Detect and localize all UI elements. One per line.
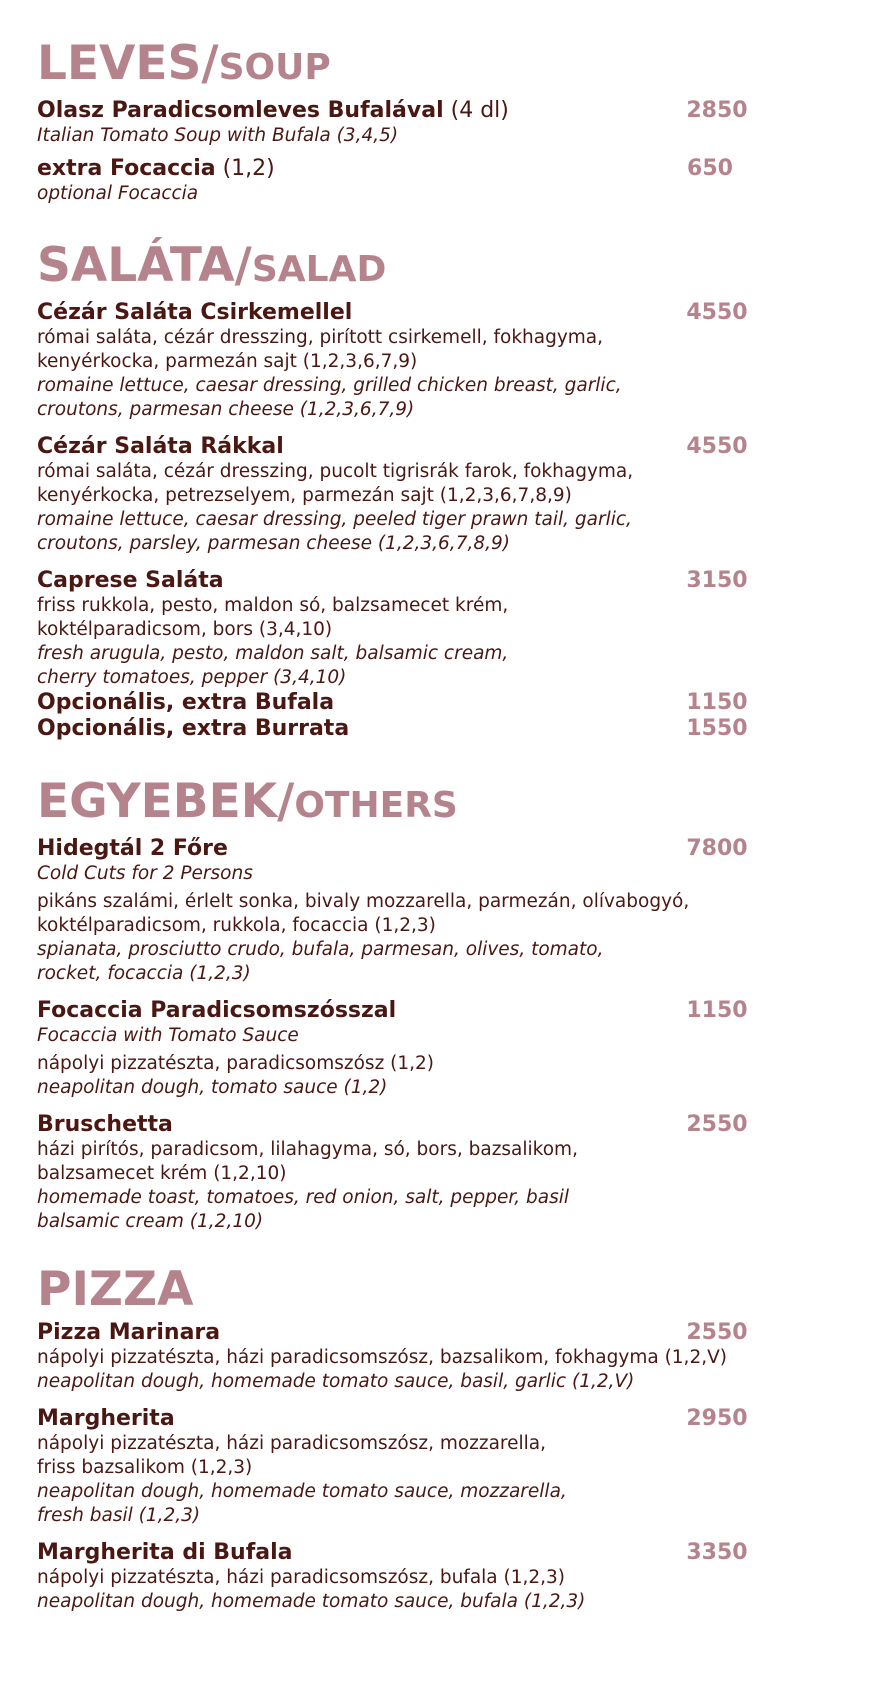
item-description-en: spianata, prosciutto crudo, bufala, parmesan, olives, tomato, [37, 939, 604, 960]
item-description-hu: balzsamecet krém (1,2,10) [37, 1163, 287, 1184]
item-description-en: neapolitan dough, tomato sauce (1,2) [37, 1077, 388, 1098]
section-title-salad [37, 240, 777, 296]
item-price: 4550 [686, 434, 748, 459]
item-description-en: optional Focaccia [37, 183, 199, 204]
section-title-en: SALAD [251, 249, 387, 290]
item-subtitle-en: Focaccia with Tomato Sauce [37, 1025, 299, 1046]
section-title-soup [37, 38, 777, 94]
item-description-en: balsamic cream (1,2,10) [37, 1211, 264, 1232]
item-price: 4550 [686, 300, 748, 325]
item-description-hu: koktélparadicsom, bors (3,4,10) [37, 619, 333, 640]
section-title-others [37, 776, 777, 832]
item-description-hu: nápolyi pizzatészta, paradicsomszósz (1,2) [37, 1053, 435, 1074]
salad-section [37, 240, 777, 742]
item-price: 2550 [686, 1112, 748, 1137]
item-description-hu: nápolyi pizzatészta, házi paradicsomszósz, bazsalikom, fokhagyma (1,2,V) [37, 1347, 727, 1368]
item-name: Opcionális, extra Bufala [37, 690, 335, 715]
menu-item [37, 300, 777, 422]
others-section [37, 776, 777, 1234]
item-description-hu: római saláta, cézár dresszing, pirított csirkemell, fokhagyma, [37, 327, 604, 348]
item-name: Hidegtál 2 Főre [37, 836, 228, 861]
section-title-hu: SALÁTA/ [37, 238, 252, 293]
item-name: Cézár Saláta Csirkemellel [37, 300, 353, 325]
item-description-hu: kenyérkocka, petrezselyem, parmezán sajt (1,2,3,6,7,8,9) [37, 485, 572, 506]
item-description-hu: friss rukkola, pesto, maldon só, balzsamecet krém, [37, 595, 509, 616]
item-description-en: croutons, parmesan cheese (1,2,3,6,7,9) [37, 399, 415, 420]
menu-item [37, 1320, 777, 1394]
item-description-en: romaine lettuce, caesar dressing, grilled chicken breast, garlic, [37, 375, 622, 396]
item-description-en: fresh basil (1,2,3) [37, 1505, 201, 1526]
item-price: 1550 [686, 716, 748, 741]
pizza-section [37, 1264, 777, 1614]
item-description-en: cherry tomatoes, pepper (3,4,10) [37, 667, 347, 688]
item-name: Focaccia Paradicsomszósszal [37, 998, 397, 1023]
item-price: 650 [687, 156, 733, 181]
item-name: Margherita di Bufala [37, 1540, 293, 1565]
section-title-hu: EGYEBEK/ [37, 774, 295, 829]
section-title-hu: LEVES/ [37, 36, 219, 91]
item-price: 1150 [686, 690, 748, 715]
menu-item [37, 998, 777, 1100]
menu-item [37, 98, 777, 148]
soup-section [37, 38, 777, 206]
item-price: 3150 [686, 568, 748, 593]
item-price: 2550 [686, 1320, 748, 1345]
item-price: 2850 [686, 98, 748, 123]
item-name: Caprese Saláta [37, 568, 224, 593]
menu-item [37, 568, 777, 690]
section-title-hu: PIZZA [37, 1262, 194, 1317]
item-description-en: neapolitan dough, homemade tomato sauce, mozzarella, [37, 1481, 567, 1502]
item-name: Bruschetta [37, 1112, 173, 1137]
item-name: extra Focaccia (1,2) [37, 156, 275, 181]
item-description-hu: koktélparadicsom, rukkola, focaccia (1,2,3) [37, 915, 436, 936]
item-description-hu: házi pirítós, paradicsom, lilahagyma, só, bors, bazsalikom, [37, 1139, 578, 1160]
menu-item [37, 690, 777, 716]
menu-item [37, 1540, 777, 1614]
item-description-en: romaine lettuce, caesar dressing, peeled tiger prawn tail, garlic, [37, 509, 632, 530]
item-description-en: fresh arugula, pesto, maldon salt, balsamic cream, [37, 643, 509, 664]
item-name: Cézár Saláta Rákkal [37, 434, 284, 459]
item-name: Margherita [37, 1406, 175, 1431]
item-description-en: rocket, focaccia (1,2,3) [37, 963, 251, 984]
item-price: 1150 [686, 998, 748, 1023]
item-description-hu: kenyérkocka, parmezán sajt (1,2,3,6,7,9) [37, 351, 418, 372]
menu-item [37, 434, 777, 556]
section-title-pizza [37, 1264, 777, 1316]
item-price: 3350 [686, 1540, 748, 1565]
item-description-hu: nápolyi pizzatészta, házi paradicsomszósz, mozzarella, [37, 1433, 547, 1454]
item-name: Olasz Paradicsomleves Bufalával (4 dl) [37, 98, 509, 123]
item-description-hu: nápolyi pizzatészta, házi paradicsomszósz, bufala (1,2,3) [37, 1567, 566, 1588]
item-name: Opcionális, extra Burrata [37, 716, 350, 741]
menu-item [37, 1112, 777, 1234]
menu-item [37, 1406, 777, 1528]
item-description-hu: pikáns szalámi, érlelt sonka, bivaly mozzarella, parmezán, olívabogyó, [37, 891, 690, 912]
item-description-en: homemade toast, tomatoes, red onion, salt, pepper, basil [37, 1187, 570, 1208]
menu-item [37, 836, 777, 986]
item-description-hu: friss bazsalikom (1,2,3) [37, 1457, 253, 1478]
item-price: 2950 [686, 1406, 748, 1431]
item-description-en: croutons, parsley, parmesan cheese (1,2,3,6,7,8,9) [37, 533, 510, 554]
item-description-en: Italian Tomato Soup with Bufala (3,4,5) [37, 125, 399, 146]
menu-item [37, 716, 777, 742]
section-title-en: SOUP [218, 47, 331, 88]
item-description-en: neapolitan dough, homemade tomato sauce, basil, garlic (1,2,V) [37, 1371, 635, 1392]
item-price: 7800 [686, 836, 748, 861]
menu-item [37, 156, 777, 206]
section-title-en: OTHERS [294, 785, 458, 826]
item-quantity: (1,2) [215, 156, 275, 181]
item-name: Pizza Marinara [37, 1320, 221, 1345]
item-description-hu: római saláta, cézár dresszing, pucolt tigrisrák farok, fokhagyma, [37, 461, 634, 482]
item-quantity: (4 dl) [443, 98, 509, 123]
item-description-en: neapolitan dough, homemade tomato sauce, bufala (1,2,3) [37, 1591, 586, 1612]
item-subtitle-en: Cold Cuts for 2 Persons [37, 863, 253, 884]
